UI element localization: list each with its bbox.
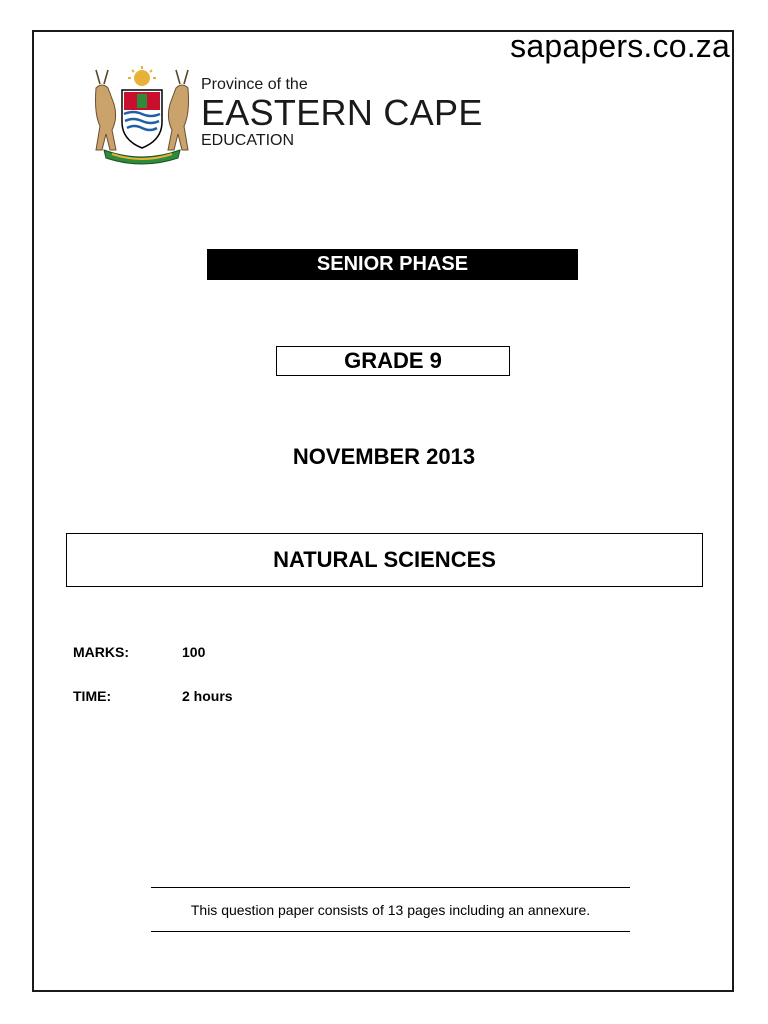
marks-label: MARKS: [73,644,129,660]
sun-icon [128,66,156,86]
department-name: EDUCATION [201,132,295,149]
province-name: EASTERN CAPE [201,92,483,133]
watermark: sapapers.co.za [510,28,730,64]
coat-of-arms-icon [82,64,202,168]
footer-rule-bottom [151,931,630,932]
page-frame [32,30,734,992]
phase-banner [207,249,578,280]
subject-box [66,533,703,587]
province-line: Province of the [201,76,308,93]
footer-rule-top [151,887,630,888]
marks-value: 100 [182,644,206,660]
subject-title: NATURAL SCIENCES [273,547,496,572]
time-label: TIME: [73,688,112,704]
phase-label: SENIOR PHASE [316,253,469,275]
grade-label: GRADE 9 [344,348,442,373]
time-value: 2 hours [182,688,233,704]
grade-box [276,346,510,376]
exam-date: NOVEMBER 2013 [292,444,476,469]
page-count-note: This question paper consists of 13 pages including an annexure. [190,902,591,918]
department-logo-text [201,76,483,150]
